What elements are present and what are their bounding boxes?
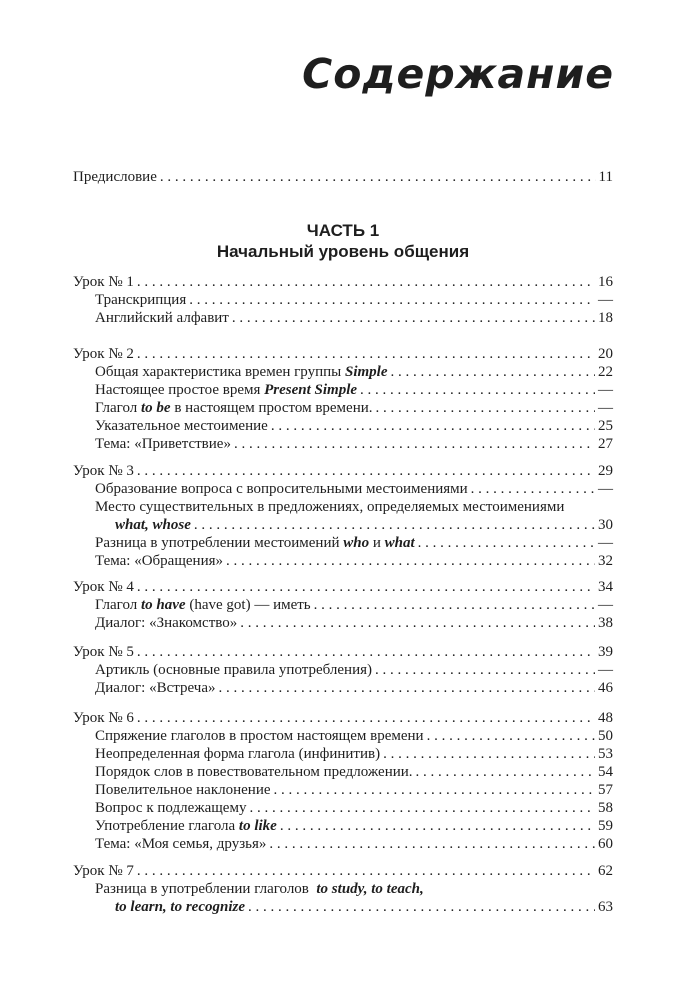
- leader-dots: [137, 862, 595, 880]
- entry-label: Повелительное наклонение: [95, 782, 271, 798]
- leader-dots: [240, 614, 595, 632]
- part-heading: [73, 220, 613, 263]
- toc-lesson-4: [73, 578, 613, 632]
- entry-label: Урок № 7: [73, 863, 134, 879]
- entry-label: Урок № 3: [73, 463, 134, 479]
- toc-subentry[interactable]: [73, 480, 613, 498]
- page-number: 22: [598, 364, 613, 380]
- entry-label: Английский алфавит: [95, 310, 229, 326]
- entry-label: Диалог: «Знакомство»: [95, 615, 238, 631]
- entry-label: Неопределенная форма глагола (инфинитив): [95, 746, 381, 762]
- toc-subentry[interactable]: [73, 835, 613, 853]
- toc-entry[interactable]: [73, 709, 613, 727]
- toc-entry[interactable]: [73, 643, 613, 661]
- entry-label: Употребление глагола to like: [95, 818, 277, 834]
- page-number: 63: [598, 899, 613, 915]
- toc-subentry[interactable]: [73, 661, 613, 679]
- leader-dots: [248, 898, 595, 916]
- entry-label: Диалог: «Встреча»: [95, 680, 216, 696]
- toc-entry[interactable]: [73, 168, 613, 186]
- toc-preface: [73, 168, 613, 186]
- leader-dots: [375, 661, 595, 679]
- page-title: Содержание: [302, 50, 614, 98]
- page-number: —: [598, 597, 613, 613]
- leader-dots: [137, 709, 595, 727]
- part-number: ЧАСТЬ 1: [306, 221, 380, 240]
- toc-subentry[interactable]: [73, 799, 613, 817]
- leader-dots: [232, 309, 595, 327]
- leader-dots: [160, 168, 596, 186]
- page-number: 11: [598, 169, 613, 185]
- leader-dots: [194, 516, 595, 534]
- leader-dots: [234, 435, 595, 453]
- toc-subentry[interactable]: [73, 745, 613, 763]
- page-number: 18: [598, 310, 613, 326]
- toc-entry[interactable]: [73, 273, 613, 291]
- toc-subentry[interactable]: [73, 763, 613, 781]
- page-number: 27: [598, 436, 613, 452]
- entry-label: Спряжение глаголов в простом настоящем времени: [95, 728, 424, 744]
- toc-subentry[interactable]: [73, 614, 613, 632]
- page-number: 29: [598, 463, 613, 479]
- entry-label: Урок № 4: [73, 579, 134, 595]
- toc-subentry[interactable]: [73, 363, 613, 381]
- toc-subentry[interactable]: [73, 817, 613, 835]
- page-number: 50: [598, 728, 613, 744]
- page-number: —: [598, 481, 613, 497]
- page-number: 32: [598, 553, 613, 569]
- entry-label: Урок № 6: [73, 710, 134, 726]
- toc-subentry[interactable]: [73, 781, 613, 799]
- leader-dots: [391, 363, 596, 381]
- page-number: 39: [598, 644, 613, 660]
- leader-dots: [418, 534, 595, 552]
- entry-label: Урок № 1: [73, 274, 134, 290]
- page-number: 25: [598, 418, 613, 434]
- leader-dots: [274, 781, 595, 799]
- entry-label: Глагол to have (have got) — иметь: [95, 597, 311, 613]
- leader-dots: [383, 745, 595, 763]
- toc-entry[interactable]: [73, 345, 613, 363]
- toc-subentry-continued[interactable]: [73, 516, 613, 534]
- leader-dots: [226, 552, 595, 570]
- page-number: 38: [598, 615, 613, 631]
- toc-subentry[interactable]: [73, 880, 613, 898]
- toc-subentry[interactable]: [73, 596, 613, 614]
- toc-subentry[interactable]: [73, 498, 613, 516]
- page-number: —: [598, 292, 613, 308]
- leader-dots: [416, 763, 595, 781]
- leader-dots: [249, 799, 595, 817]
- page-number: —: [598, 400, 613, 416]
- entry-label: Тема: «Моя семья, друзья»: [95, 836, 267, 852]
- toc-subentry[interactable]: [73, 417, 613, 435]
- toc-subentry[interactable]: [73, 534, 613, 552]
- entry-label: what, whose: [115, 517, 191, 533]
- entry-label: Артикль (основные правила употребления): [95, 662, 372, 678]
- page-number: —: [598, 662, 613, 678]
- page-number: 20: [598, 346, 613, 362]
- page-number: 60: [598, 836, 613, 852]
- entry-label: Указательное местоимение: [95, 418, 268, 434]
- toc-entry[interactable]: [73, 462, 613, 480]
- entry-label: Тема: «Обращения»: [95, 553, 223, 569]
- page-number: —: [598, 535, 613, 551]
- toc-lesson-3: [73, 462, 613, 570]
- toc-lesson-2: [73, 345, 613, 453]
- entry-label: Урок № 2: [73, 346, 134, 362]
- toc-subentry[interactable]: [73, 291, 613, 309]
- page-number: 54: [598, 764, 613, 780]
- entry-label: Разница в употреблении местоимений who и what: [95, 535, 415, 551]
- toc-lesson-7: [73, 862, 613, 916]
- page-number: 57: [598, 782, 613, 798]
- entry-label: Урок № 5: [73, 644, 134, 660]
- toc-entry[interactable]: [73, 578, 613, 596]
- page-number: 48: [598, 710, 613, 726]
- entry-label: Образование вопроса с вопросительными местоимениями: [95, 481, 468, 497]
- page-number: 46: [598, 680, 613, 696]
- entry-label: Предисловие: [73, 169, 157, 185]
- toc-lesson-5: [73, 643, 613, 697]
- page-number: —: [598, 382, 613, 398]
- entry-label: Настоящее простое время Present Simple: [95, 382, 358, 398]
- page-number: 59: [598, 818, 613, 834]
- page-number: 16: [598, 274, 613, 290]
- leader-dots: [219, 679, 596, 697]
- toc-entry[interactable]: [73, 862, 613, 880]
- toc-subentry[interactable]: [73, 399, 613, 417]
- page-number: 58: [598, 800, 613, 816]
- entry-label: Разница в употреблении глаголов to study, to teach,: [95, 881, 424, 897]
- page-number: 53: [598, 746, 613, 762]
- leader-dots: [137, 462, 595, 480]
- toc-lesson-1: [73, 273, 613, 327]
- toc-subentry[interactable]: [73, 381, 613, 399]
- leader-dots: [314, 596, 595, 614]
- leader-dots: [189, 291, 595, 309]
- entry-label: to learn, to recognize: [115, 899, 245, 915]
- entry-label: Общая характеристика времен группы Simple: [95, 364, 388, 380]
- page-number: 62: [598, 863, 613, 879]
- toc-subentry[interactable]: [73, 552, 613, 570]
- leader-dots: [137, 345, 595, 363]
- page-number: 34: [598, 579, 613, 595]
- entry-label: Вопрос к подлежащему: [95, 800, 247, 816]
- leader-dots: [471, 480, 595, 498]
- page-number: 30: [598, 517, 613, 533]
- toc-subentry[interactable]: [73, 309, 613, 327]
- toc-subentry[interactable]: [73, 679, 613, 697]
- leader-dots: [376, 399, 595, 417]
- leader-dots: [427, 727, 595, 745]
- leader-dots: [360, 381, 595, 399]
- part-name: Начальный уровень общения: [216, 242, 470, 261]
- leader-dots: [137, 273, 595, 291]
- entry-label: Порядок слов в повествовательном предложении.: [95, 764, 413, 780]
- entry-label: Тема: «Приветствие»: [95, 436, 231, 452]
- toc-lesson-6: [73, 709, 613, 853]
- leader-dots: [137, 643, 595, 661]
- toc-subentry-continued[interactable]: [73, 898, 613, 916]
- leader-dots: [280, 817, 595, 835]
- leader-dots: [137, 578, 595, 596]
- entry-label: Место существительных в предложениях, определяемых местоимениями: [95, 499, 565, 515]
- leader-dots: [271, 417, 595, 435]
- entry-label: Транскрипция: [95, 292, 187, 308]
- toc-subentry[interactable]: [73, 727, 613, 745]
- entry-label: Глагол to be в настоящем простом времени.: [95, 400, 373, 416]
- leader-dots: [269, 835, 595, 853]
- toc-subentry[interactable]: [73, 435, 613, 453]
